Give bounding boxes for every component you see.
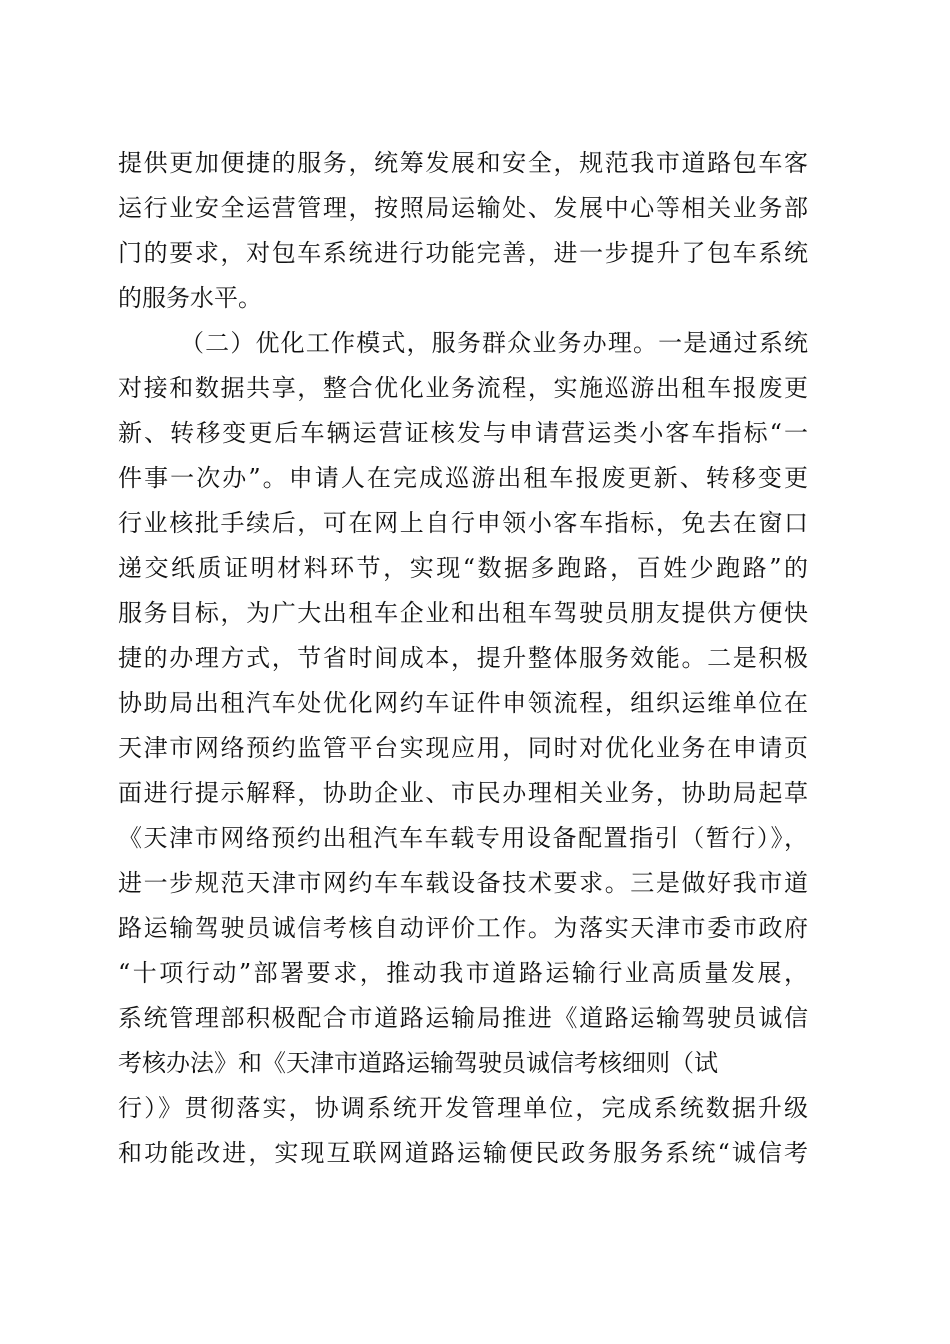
body-text-line: 考核办法》和《天津市道路运输驾驶员诚信考核细则（试: [118, 1049, 718, 1077]
body-text-line: “十项行动”部署要求，推动我市道路运输行业高质量发展，: [118, 959, 808, 987]
body-text-line: 件事一次办”。申请人在完成巡游出租车报废更新、转移变更: [118, 464, 808, 492]
body-text-line: 面进行提示解释，协助企业、市民办理相关业务，协助局起草: [118, 779, 808, 807]
body-text-line: 对接和数据共享，整合优化业务流程，实施巡游出租车报废更: [118, 374, 808, 402]
body-text-line: 新、转移变更后车辆运营证核发与申请营运类小客车指标“一: [118, 419, 808, 447]
body-text-line: 和功能改进，实现互联网道路运输便民政务服务系统“诚信考: [118, 1139, 808, 1167]
body-text-line: 天津市网络预约监管平台实现应用，同时对优化业务在申请页: [118, 734, 808, 762]
body-text-line: 系统管理部积极配合市道路运输局推进《道路运输驾驶员诚信: [118, 1004, 808, 1032]
body-text-line: 运行业安全运营管理，按照局运输处、发展中心等相关业务部: [118, 194, 808, 222]
section-heading-line: （二）优化工作模式，服务群众业务办理。一是通过系统: [180, 329, 808, 357]
body-text-line: 行）》贯彻落实，协调系统开发管理单位，完成系统数据升级: [118, 1094, 808, 1122]
body-text-line: 门的要求，对包车系统进行功能完善，进一步提升了包车系统: [118, 239, 808, 267]
body-text-line: 捷的办理方式，节省时间成本，提升整体服务效能。二是积极: [118, 644, 808, 672]
body-text-line: 提供更加便捷的服务，统筹发展和安全，规范我市道路包车客: [118, 149, 808, 177]
body-text-line: 的服务水平。: [118, 284, 262, 312]
body-text-line: 路运输驾驶员诚信考核自动评价工作。为落实天津市委市政府: [118, 914, 808, 942]
body-text-line: 服务目标，为广大出租车企业和出租车驾驶员朋友提供方便快: [118, 599, 808, 627]
body-text-line: 递交纸质证明材料环节，实现“数据多跑路，百姓少跑路”的: [118, 554, 808, 582]
body-text-line: 协助局出租汽车处优化网约车证件申领流程，组织运维单位在: [118, 689, 808, 717]
body-text-line: 行业核批手续后，可在网上自行申领小客车指标，免去在窗口: [118, 509, 808, 537]
body-text-line: 《天津市网络预约出租汽车车载专用设备配置指引（暂行）》，: [118, 824, 808, 852]
body-text-line: 进一步规范天津市网约车车载设备技术要求。三是做好我市道: [118, 869, 808, 897]
